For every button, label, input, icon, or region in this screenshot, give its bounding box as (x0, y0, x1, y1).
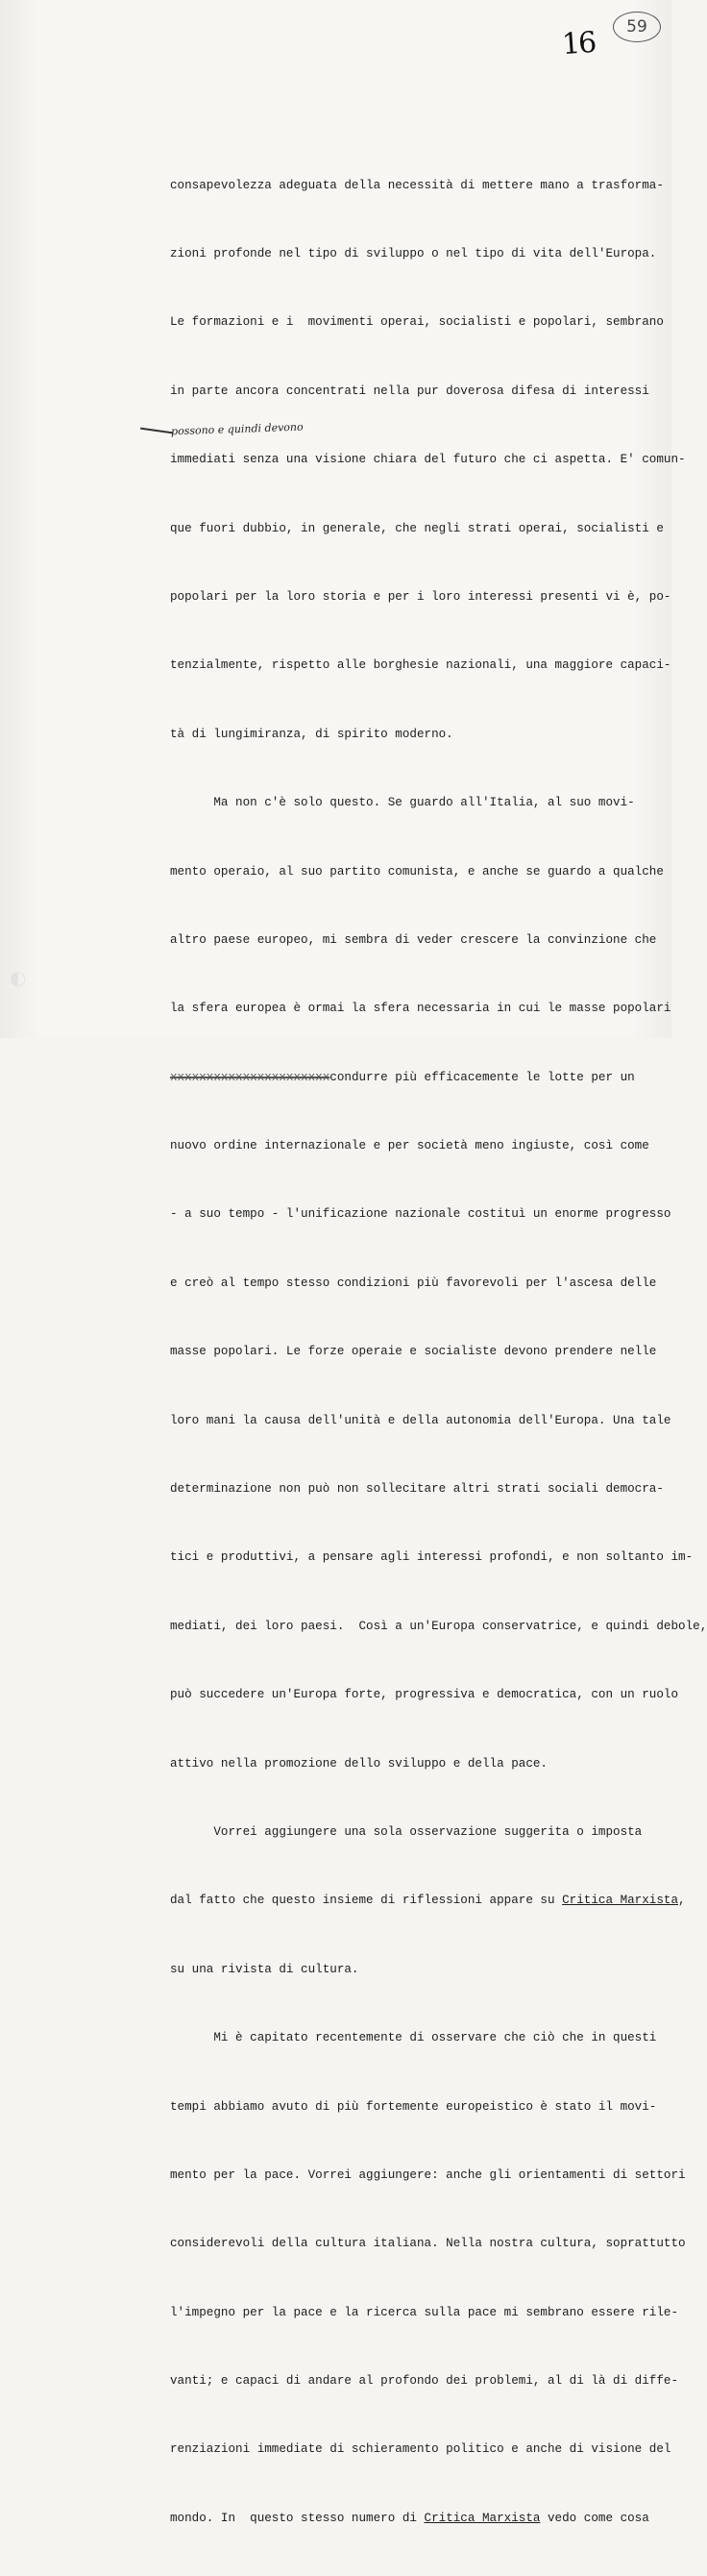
text-line: mento operaio, al suo partito comunista, e anche se guardo a qualche (170, 864, 664, 879)
text-line: su una rivista di cultura. (170, 1962, 359, 1976)
typewritten-body (170, 129, 707, 2576)
text-line: può succedere un'Europa forte, progressiva e democratica, con un ruolo (170, 1688, 679, 1702)
text-line: consapevolezza adeguata della necessità di mettere mano a trasforma- (170, 178, 664, 192)
text-line: Ma non c'è solo questo. Se guardo all'Italia, al suo movi- (170, 796, 635, 810)
archive-stamp (613, 12, 661, 42)
text-line: e creò al tempo stesso condizioni più favorevoli per l'ascesa delle (170, 1276, 657, 1290)
text-line: que fuori dubbio, in generale, che negli strati operai, socialisti e (170, 521, 664, 535)
archive-watermark: ◐ (10, 966, 29, 989)
text-line: attivo nella promozione dello sviluppo e della pace. (170, 1756, 548, 1771)
text-line: tempi abbiamo avuto di più fortemente europeistico è stato il movi- (170, 2099, 657, 2114)
text-line: loro mani la causa dell'unità e della autonomia dell'Europa. Una tale (170, 1413, 671, 1427)
text-line: Le formazioni e i movimenti operai, socialisti e popolari, sembrano (170, 315, 664, 330)
text-line-remainder: condurre più efficacemente le lotte per un (329, 1070, 635, 1084)
insertion-caret-mark (140, 428, 173, 434)
text-line-start: dal fatto che questo insieme di riflessioni appare su (170, 1894, 563, 1908)
text-line: popolari per la loro storia e per i loro interessi presenti vi è, po- (170, 589, 671, 604)
text-line: mediati, dei loro paesi. Così a un'Europa conservatrice, e quindi debole, (170, 1619, 707, 1633)
text-line: masse popolari. Le forze operaie e socialiste devono prendere nelle (170, 1345, 657, 1359)
text-line: tici e produttivi, a pensare agli interessi profondi, e non soltanto im- (170, 1550, 694, 1565)
text-line (170, 1890, 686, 1913)
text-line: la sfera europea è ormai la sfera necessaria in cui le masse popolari (170, 1002, 671, 1016)
text-line: considerevoli della cultura italiana. Nella nostra cultura, soprattutto (170, 2237, 686, 2251)
text-line: l'impegno per la pace e la ricerca sulla pace mi sembrano essere rile- (170, 2305, 679, 2319)
text-line: nuovo ordine internazionale e per società meno ingiuste, così come (170, 1139, 649, 1153)
text-line: - a suo tempo - l'unificazione nazionale costituì un enorme progresso (170, 1207, 671, 1222)
text-line: determinazione non può non sollecitare altri strati sociali democra- (170, 1482, 664, 1497)
text-line: vanti; e capaci di andare al profondo dei problemi, al di là di diffe- (170, 2374, 679, 2389)
text-line: renziazioni immediate di schieramento politico e anche di visione del (170, 2442, 671, 2457)
journal-title: Critica Marxista (424, 2511, 541, 2525)
archive-stamp-number: 59 (626, 17, 647, 37)
text-line: Mi è capitato recentemente di osservare che ciò che in questi (170, 2031, 657, 2045)
text-line-end: vedo come cosa (540, 2511, 649, 2525)
journal-title: Critica Marxista (562, 1894, 679, 1908)
text-line-end: , (678, 1894, 686, 1908)
text-line: Vorrei aggiungere una sola osservazione suggerita o imposta (170, 1824, 643, 1839)
handwritten-page-number: 16 (560, 25, 597, 62)
text-line (170, 2508, 650, 2531)
handwritten-insertion: possono e quindi devono (170, 420, 304, 438)
text-line: mento per la pace. Vorrei aggiungere: anche gli orientamenti di settori (170, 2167, 686, 2182)
text-line: tà di lungimiranza, di spirito moderno. (170, 727, 453, 741)
text-line: zioni profonde nel tipo di sviluppo o nel tipo di vita dell'Europa. (170, 246, 657, 260)
text-line: immediati senza una visione chiara del futuro che ci aspetta. E' comun- (170, 453, 686, 467)
text-line: in parte ancora concentrati nella pur doverosa difesa di interessi (170, 384, 649, 398)
text-line: altro paese europeo, mi sembra di veder crescere la convinzione che (170, 932, 657, 947)
text-line: tenzialmente, rispetto alle borghesie nazionali, una maggiore capaci- (170, 658, 671, 673)
struck-out-text: xxxxxxxxxxxxxxxxxxxxxx (170, 1070, 330, 1084)
text-line-start: mondo. In questo stesso numero di (170, 2511, 425, 2525)
text-line-corrected (170, 1067, 650, 1090)
